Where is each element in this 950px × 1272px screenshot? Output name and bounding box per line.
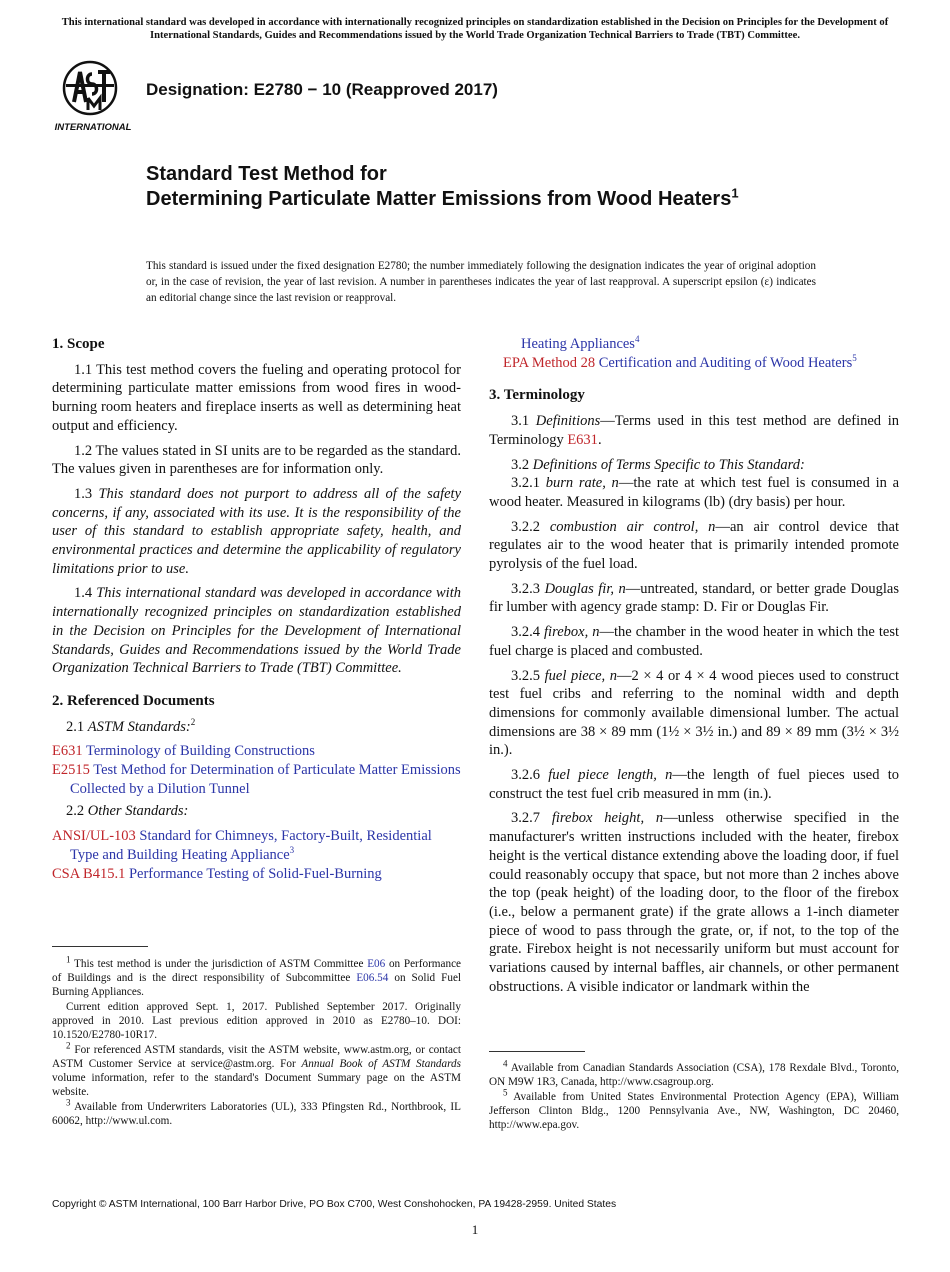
footnotes-left [52,954,462,1129]
footnote-1-edition: Current edition approved Sept. 1, 2017. Published September 2017. Originally approved in 2010. Last previous edition approved in 2010 as E2780–10. DOI: 10.1520/E2780-10R17. [52,1001,461,1041]
link-e06-54[interactable]: E06.54 [356,972,389,984]
term-fuel-piece-length: 3.2.6 fuel piece length, n—the length of fuel pieces used to construct the test fuel crib measured in mm (in.). [489,767,900,802]
document-title [146,162,846,212]
ref-epa-method-28[interactable]: EPA Method 28 Certification and Auditing of Wood Heaters$^5$ [503,352,857,371]
para-3-1: 3.1 Definitions—Terms used in this test method are defined in Terminology E631. [489,413,899,448]
section-scope-heading: 1. Scope [52,336,105,352]
link-e631[interactable]: E631 [567,431,598,448]
term-combustion-air-control: 3.2.2 combustion air control, n—an air control device that regulates air to the wood heater that is primarily intended promote pyrolysis of the fuel load. [489,518,899,573]
footnote-2: $^2$ For referenced ASTM standards, visit the ASTM website, www.astm.org, or contact ASTM Customer Service at service@astm.org. For Annual Book of ASTM Standards volume information, refer to the standard's Document Summary page on the ASTM website. [52,1040,461,1098]
term-burn-rate: 3.2.1 burn rate, n—the rate at which test fuel is consumed in a wood heater. Measured in kilograms (lb) (dry basis) per hour. [489,475,900,510]
astm-logo-icon [52,58,136,134]
para-1-3: 1.3 This standard does not purport to address all of the safety concerns, if any, associated with its use. It is the responsibility of the user of this standard to establish appropriate safety, health, and environmental practices and determine the applicability of regulatory limitations prior to use. [52,485,462,577]
link-e06[interactable]: E06 [367,958,386,970]
title-footnote-mark[interactable]: 1 [731,185,739,201]
footnote-3: $^3$ Available from Underwriters Laboratories (UL), 333 Pfingsten Rd., Northbrook, IL 60062, http://www.ul.com. [52,1097,461,1127]
copyright: Copyright © ASTM International, 100 Barr Harbor Drive, PO Box C700, West Conshohocken, PA 19428-2959. United States [52,1199,617,1210]
term-firebox-height: 3.2.7 firebox height, n—unless otherwise specified in the manufacturer's written instructions included with the heater, firebox height is the vertical distance extending above the loading door, if fuel could reasonably occupy that space, but not more than 2 inches above the top (peak height) of the loading door, to the floor of the firebox (i.e., below a permanent grate) if the grate allows a 1-inch diameter piece of wood to pass through the grate, or, if not, to the top of the grate. Firebox height is not necessarily uniform but must account for variations caused by internal baffles, air channels, or other permanent obstructions. A visible indicator or landmark within the [489,810,900,995]
title-line-1: Standard Test Method for [146,163,387,185]
term-douglas-fir: 3.2.3 Douglas fir, n—untreated, standard, or better grade Douglas fir lumber with agency grade stamp: D. Fir or Douglas Fir. [489,580,899,616]
title-line-2: Determining Particulate Matter Emissions from Wood Heaters$^1$ [146,185,739,210]
para-3-2: 3.2 Definitions of Terms Specific to This Standard: [511,456,805,473]
astm-logo [52,58,136,134]
para-1-1: 1.1 This test method covers the fueling and operating protocol for determining particulate matter emissions from wood fires in wood-burning room heaters and fireplace inserts as well as determining heat output and efficiency. [52,361,461,434]
term-firebox: 3.2.4 firebox, n—the chamber in the wood heater in which the test fuel charge is placed and combusted. [489,624,899,659]
footnotes-right [489,1058,899,1133]
ref-csa-b415[interactable]: CSA B415.1 Performance Testing of Solid-Fuel-Burning [52,865,382,882]
page-number: 1 [471,1222,479,1237]
ref-csa-b415-continued[interactable]: Heating Appliances$^4$ [521,334,640,352]
ref-e2515[interactable]: E2515 Test Method for Determination of Particulate Matter Emissions Collected by a Dilution Tunnel [52,762,461,797]
designation: Designation: E2780 − 10 (Reapproved 2017) [146,80,498,99]
astm-standards-label: 2.1 ASTM Standards:$^2$ [66,716,196,735]
footnote-1: $^1$ This test method is under the jurisdiction of ASTM Committee E06 on Performance of Buildings and is the direct responsibility of Subcommittee E06.54 on Solid Fuel Burning Appliances. [52,954,462,998]
logo-text: INTERNATIONAL [54,122,132,133]
right-column [489,335,899,1003]
para-1-2: 1.2 The values stated in SI units are to be regarded as the standard. The values given in parentheses are for information only. [52,442,461,478]
ref-ansi-ul-103[interactable]: ANSI/UL-103 Standard for Chimneys, Factory-Built, Residential Type and Building Heating Appliance$^3$ [52,828,432,863]
section-terminology-heading: 3. Terminology [489,387,585,404]
other-standards-label: 2.2 Other Standards: [66,803,189,820]
tbt-notice: This international standard was developed in accordance with internationally recognized principles on standardization established in the Decision on Principles for the Development of International Standards, Guides and Recommendations issued by the World Trade Organization Technical Barriers to Trade (TBT) Committee. [61,17,889,41]
footnote-5: $^5$ Available from United States Environmental Protection Agency (EPA), William Jefferson Clinton Bldg., 1200 Pennsylvania Ave., NW, Washington, DC 20460, http://www.epa.gov. [489,1087,899,1131]
footnote-4: $^4$ Available from Canadian Standards Association (CSA), 178 Rexdale Blvd., Toronto, ON M9W 1R3, Canada, http://www.csagroup.org. [489,1058,899,1088]
left-column [52,335,461,883]
ref-e631[interactable]: E631 Terminology of Building Constructions [52,743,315,760]
para-1-4: 1.4 This international standard was developed in accordance with internationally recognized principles on standardization established in the Decision on Principles for the Development of International Standards, Guides and Recommendations issued by the World Trade Organization Technical Barriers to Trade (TBT) Committee. [52,585,461,677]
section-refs-heading: 2. Referenced Documents [52,692,215,709]
term-fuel-piece: 3.2.5 fuel piece, n—2 × 4 or 4 × 4 wood pieces used to construct test fuel cribs and referring to the nominal width and depth dimensions for commonly available dimensional lumber. The actual dimensions are 38 × 89 mm (1½ × 3½ in.) and 89 × 89 mm (3½ × 3½ in.). [489,667,899,759]
issued-note: This standard is issued under the fixed designation E2780; the number immediately following the designation indicates the year of original adoption or, in the case of revision, the year of last revision. A number in parentheses indicates the year of last reapproval. A superscript epsilon (ε) indicates an editorial change since the last revision or reapproval. [146,260,816,304]
